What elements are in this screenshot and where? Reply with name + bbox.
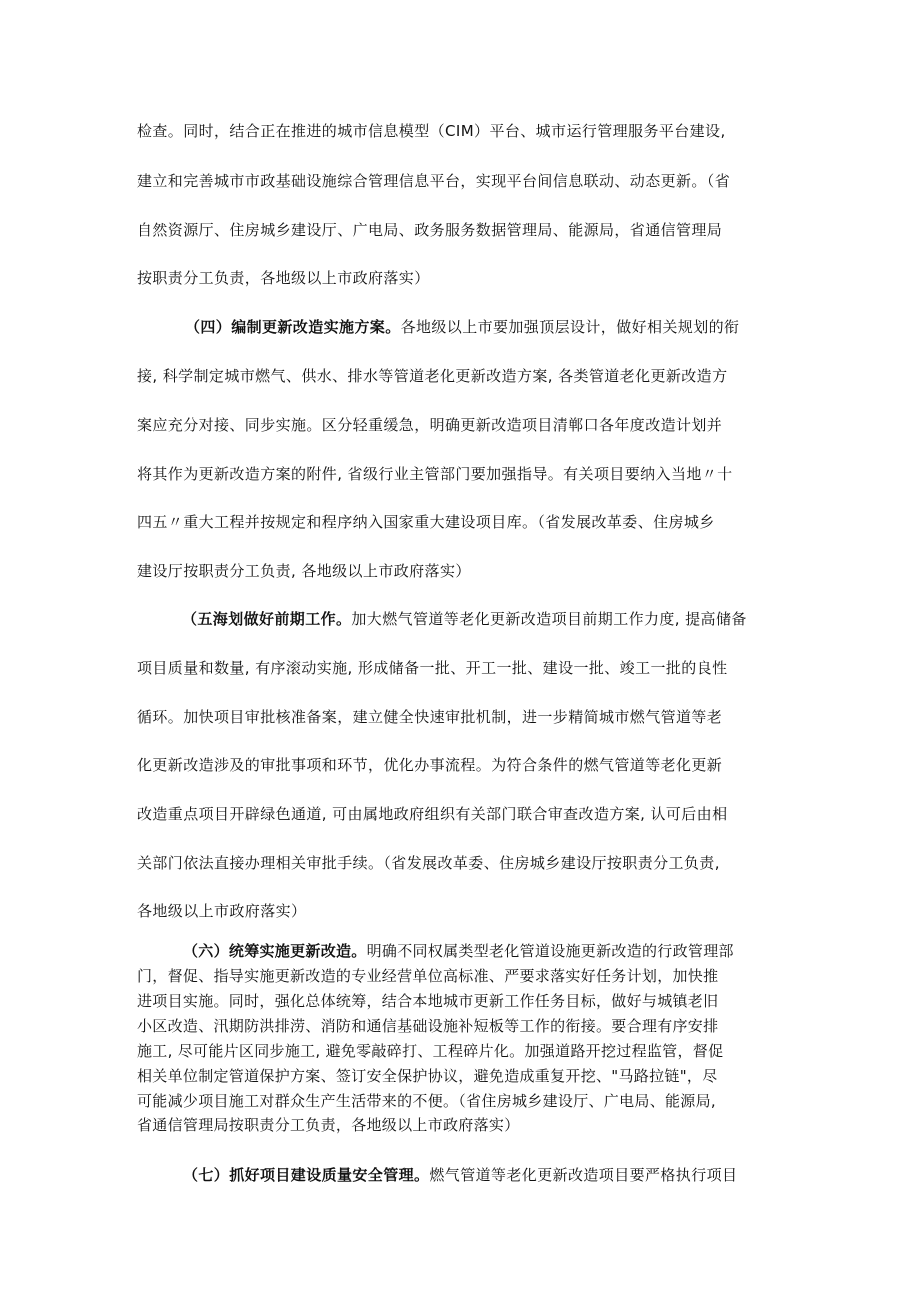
body-text-line: 将其作为更新改造方案的附件, 省级行业主管部门要加强指导。有关项目要纳入当地〃十 (137, 465, 733, 483)
body-text-line: 案应充分对接、同步实施。区分轻重缓急，明确更新改造项目清郸口各年度改造计划并 (137, 416, 723, 434)
section-heading-line (185, 316, 739, 338)
body-text-line: 四五〃重大工程并按规定和程序纳入国家重大建设项目库。（省发展改革委、住房城乡 (137, 513, 715, 531)
body-text-line: 循环。加快项目审批核准备案，建立健全快速审批机制，进一步精简城市燃气管道等老 (137, 708, 723, 726)
body-text: 各地级以上市要加强顶层设计，做好相关规划的衔 (400, 318, 740, 336)
section-heading-line (182, 608, 747, 630)
body-text-line: 小区改造、汛期防洪排涝、消防和通信基础设施补短板等工作的衔接。要合理有序安排 (137, 1017, 719, 1035)
body-text-line: 相关单位制定管道保护方案、签订安全保护协议，避免造成重复开挖、"马路拉链"，尽 (137, 1067, 718, 1085)
body-text-line: 自然资源厅、住房城乡建设厅、广电局、政务服务数据管理局、能源局，省通信管理局 (137, 221, 723, 239)
section-heading-line (183, 1164, 737, 1186)
body-text-line: 可能减少项目施工对群众生产生活带来的不便。（省住房城乡建设厅、广电局、能源局, (137, 1092, 716, 1110)
body-text-line: 关部门依法直接办理相关审批手续。（省发展改革委、住房城乡建设厅按职责分工负责, (137, 854, 720, 872)
body-text-line: 各地级以上市政府落实） (137, 902, 307, 920)
body-text-line: 化更新改造涉及的审批事项和环节，优化办事流程。为符合条件的燃气管道等老化更新 (137, 756, 723, 774)
body-text-line: 门，督促、指导实施更新改造的专业经营单位高标准、严要求落实好任务计划，加快推 (137, 967, 719, 985)
body-text-line: 接, 科学制定城市燃气、供水、排水等管道老化更新改造方案, 各类管道老化更新改造方 (137, 367, 728, 385)
section-heading: （六）统筹实施更新改造。 (183, 942, 367, 960)
body-text-line: 检查。同时，结合正在推进的城市信息模型（CIM）平台、城市运行管理服务平台建设, (137, 122, 726, 140)
body-text-line: 改造重点项目开辟绿色通道, 可由属地政府组织有关部门联合审查改造方案, 认可后由相 (137, 805, 728, 823)
section-heading: （七）抓好项目建设质量安全管理。 (183, 1166, 430, 1184)
body-text-line: 省通信管理局按职责分工负责，各地级以上市政府落实） (137, 1116, 520, 1134)
body-text-line: 施工, 尽可能片区同步施工, 避免零敲碎打、工程碎片化。加强道路开挖过程监管，督促 (137, 1042, 724, 1060)
body-text-line: 项目质量和数量, 有序滚动实施, 形成储备一批、开工一批、建设一批、竣工一批的良性 (137, 659, 728, 677)
section-heading-line (183, 940, 734, 962)
body-text: 明确不同权属类型老化管道设施更新改造的行政管理部 (366, 942, 734, 960)
body-text-line: 建立和完善城市市政基础设施综合管理信息平台，实现平台间信息联动、动态更新。（省 (137, 172, 731, 190)
section-heading: （五海划做好前期工作。 (182, 610, 352, 628)
body-text: 燃气管道等老化更新改造项目要严格执行项目 (429, 1166, 738, 1184)
body-text-line: 按职责分工负责，各地级以上市政府落实） (137, 269, 430, 287)
body-text: 加大燃气管道等老化更新改造项目前期工作力度, 提高储备 (351, 610, 747, 628)
section-heading: （四）编制更新改造实施方案。 (185, 318, 401, 336)
body-text-line: 建设厅按职责分工负责, 各地级以上市政府落实） (137, 562, 471, 580)
body-text-line: 进项目实施。同时，强化总体统筹，结合本地城市更新工作任务目标，做好与城镇老旧 (137, 992, 719, 1010)
